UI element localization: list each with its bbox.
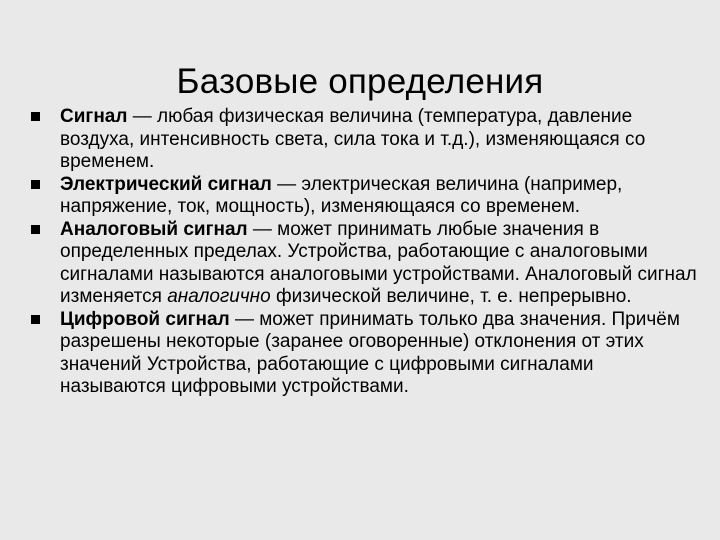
definition-text: — любая физическая величина (температура, давление воздуха, интенсивность света, сила тока и т.д.), изменяющаяся со временем. [60, 106, 646, 172]
definition-signal [30, 106, 702, 174]
square-bullet-icon [31, 180, 40, 189]
definition-text: физической величине, т. е. непрерывно. [270, 286, 632, 307]
square-bullet-icon [31, 225, 40, 234]
definition-text: — может принимать любые значения в определенных пределах. Устройства, работающие с аналоговыми сигналами называются аналоговыми устройствами. Аналоговый сигнал изменяется [60, 218, 697, 307]
definition-text: — может принимать только два значения. Причём разрешены некоторые (заранее оговоренные) отклонения от этих значений Устройства, работающие с цифровыми сигналами называются цифровыми устройствами. [60, 308, 680, 397]
definition-text: — электрическая величина (например, напряжение, ток, мощность), изменяющаяся со временем. [60, 173, 623, 217]
square-bullet-icon [31, 112, 40, 121]
definition-term: Сигнал [60, 106, 128, 127]
definition-analog-signal [30, 219, 702, 309]
definition-term: Электрический сигнал [60, 173, 272, 195]
definition-term: Цифровой сигнал [60, 308, 230, 330]
square-bullet-icon [31, 315, 40, 324]
definitions-list [30, 106, 702, 399]
definition-electric-signal [30, 174, 702, 219]
slide-title: Базовые определения [176, 62, 544, 102]
definition-digital-signal [30, 309, 702, 399]
definition-term: Аналоговый сигнал [60, 218, 248, 240]
definition-emphasis: аналогично [167, 286, 271, 307]
